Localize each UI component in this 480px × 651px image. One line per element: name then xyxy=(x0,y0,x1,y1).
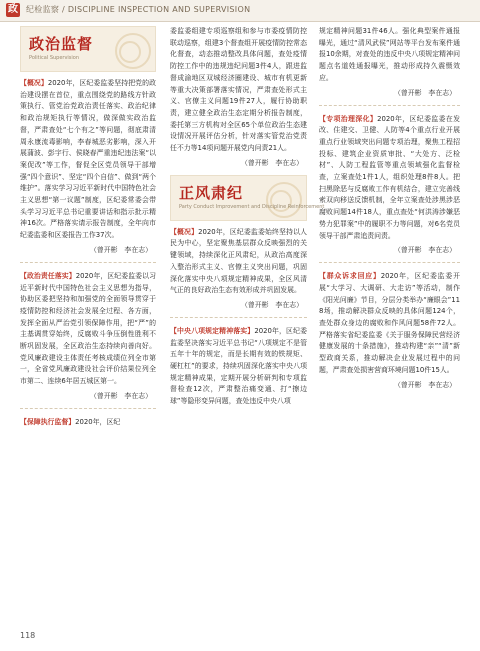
entry-tag: 【保障执行监督】 xyxy=(20,417,76,426)
paragraph-text: 2020年，区纪委监委坚决落实习近平总书记“八项规定不是管五年十年的规定，而是长期有效的铁规矩、硬杠杠”的要求，持续巩固深化落实中央八项规定精神成果，定期开展分析研判和专项监督检查12次，严肃整治痛变通、打“擦边球”等隐形变异问题，查处违反中央八项 xyxy=(170,326,307,406)
page-header xyxy=(0,0,480,22)
decorative-swirl-icon xyxy=(119,41,141,63)
paragraph xyxy=(319,114,460,243)
entry-tag: 【专项治理深化】 xyxy=(319,114,378,123)
paragraph xyxy=(20,78,156,242)
section-subtitle: Party Conduct Improvement and Discipline Reinforcement xyxy=(179,203,325,210)
running-header-title: 纪检监察 / DISCIPLINE INSPECTION AND SUPERVISION xyxy=(26,5,251,14)
entry-tag: 【政治责任落实】 xyxy=(20,271,76,280)
paragraph-text: 2020年，区纪委监委开展“大学习、大调研、大走访”等活动，制作《阳光问廉》节目，分层分类举办“廉眼会”118场，推动解决群众反映的具体问题124个，查处群众身边的腐败和作风问题58件72人。严格落实省纪委监委《关于服务保障民营经济健康发展的十条措施》，推动构建“亲”“清”新型政商关系，推动解决企业发展过程中的问题，严肃查处损害营商环境问题10件15人。 xyxy=(319,272,460,374)
author-signature: （曾开彬 李在志） xyxy=(89,391,152,400)
paragraph xyxy=(319,26,460,85)
paragraph xyxy=(319,271,460,376)
paragraph xyxy=(170,26,307,155)
column-1 xyxy=(20,26,156,431)
divider xyxy=(20,262,156,263)
paragraph-text: 2020年，区纪委监委在发改、住建交、卫健、人防等4个重点行业开展重点行业领域突出问题专项治理，聚焦工程招投标、建筑企业资质审批、“大处方、泛检材”、人防工程监管等重点领域强化监督检查，立案查处1件1人，组织处理8件8人。把扫黑除恶与反腐败工作有机结合，建立完善线索双向移送反馈机制，全年立案查处涉黑涉恶腐败问题14件18人，重点查处“何洪涛涉嫌恶势力犯罪案”中的履职不力等问题，对6名党员领导干部严肃追责问责。 xyxy=(319,114,461,240)
paragraph xyxy=(170,326,307,408)
paragraph-text: 委监委组建专项巡察组和参与市委疫情防控联动巡察，组建3个督查组开展疫情防控常态化督查，动态推动整改具体问题，查处疫情防控工作中的违规违纪问题3件4人，跟进监督成渝地区双城经济圈建设、城市有机更新等重大决策部署落实情况，严肃查处形式主义、官僚主义问题19件27人，履行协助职责，建立健全政治生态定期分析报告制度，委托第三方机构对全区65个单位政治生态建设情况开展评估分析，针对落实管党治党责任不力等14项问题开展党内问责21人。 xyxy=(170,27,307,153)
divider xyxy=(20,408,156,409)
section-title: 政治监督 xyxy=(29,35,94,53)
entry-tag: 【群众诉求回应】 xyxy=(319,272,381,281)
paragraph xyxy=(20,417,156,429)
author-signature: （曾开彬 李在志） xyxy=(393,380,456,389)
divider xyxy=(319,105,460,106)
paragraph-text: 2020年，区纪委监委坚持把党的政治建设摆在首位，重点围绕党的路线方针政策执行、管党治党政治责任落实、政治纪律和政治规矩执行等情况，做深做实政治监督，严肃查处“七个有之”等问题，彻底肃清周永康流毒影响，李春城恶劣影响，深入开展蒲波、彭宇行、侯晓春严重违纪违法案“以案促改”等工作，督促全区党员领导干部增强“四个意识”、坚定“四个自信”、做到“两个维护”。落实学习习近平新时代中国特色社会主义思想“第一议题”制度，区纪委常委会带头学习习近平总书记重要讲话和指示批示精神16次。严格落实请示报告制度，全年向市纪委监委和区委报告工作37次。 xyxy=(20,79,156,240)
page-number: 118 xyxy=(20,631,36,640)
author-signature: （曾开彬 李在志） xyxy=(393,88,456,97)
section-title: 正风肃纪 xyxy=(179,183,244,202)
author-signature: （曾开彬 李在志） xyxy=(240,158,303,167)
column-3 xyxy=(319,26,460,397)
divider xyxy=(319,262,460,263)
paragraph xyxy=(170,227,307,297)
section-banner-political-supervision xyxy=(20,26,156,72)
paragraph-text: 规定精神问题31件46人。强化典型案件通报曝光，通过“清风武侯”网站等平台发布案件通报10余期，对查处的违反中央八项规定精神问题点名道姓通报曝光，推动形成持久震慑效应。 xyxy=(319,27,460,82)
author-signature: （曾开彬 李在志） xyxy=(240,300,303,309)
paragraph-text: 2020年，区纪委监委以习近平新时代中国特色社会主义思想为指导，协助区委把坚持和加强党的全面领导贯穿于疫情防控和经济社会发展全过程、各方面，发挥全面从严治党引领保障作用，把“严”的主基调贯穿始终，反腐败斗争压倒性胜利不断巩固发展，全区政治生态持续向善向好。党风廉政建设主体责任考核成绩位列全市第一，全省党风廉政建设社会评价结果位列全市第二、连续6年居五城区第一。 xyxy=(20,271,156,386)
column-2 xyxy=(170,26,325,410)
divider xyxy=(170,317,307,318)
paragraph-text: 2020年，区纪委监委始终坚持以人民为中心，坚定聚焦基层群众反映强烈的关键领域，持续深化正风肃纪，从政治高度深入整治形式主义、官僚主义突出问题，巩固深化落实中央八项规定精神成果，全区风清气正的良好政治生态有效形成并巩固发展。 xyxy=(170,227,307,295)
author-signature: （曾开彬 李在志） xyxy=(89,245,152,254)
paragraph-text: 2020年，区纪 xyxy=(75,417,121,426)
entry-tag: 【概况】 xyxy=(20,79,48,87)
entry-tag: 【概况】 xyxy=(170,227,199,236)
section-logo-icon: 政 xyxy=(8,4,18,15)
section-banner-conduct xyxy=(170,175,325,221)
paragraph xyxy=(20,271,156,388)
entry-tag: 【中央八项规定精神落实】 xyxy=(170,326,255,335)
section-subtitle: Political Supervision xyxy=(29,55,80,61)
author-signature: （曾开彬 李在志） xyxy=(393,246,456,255)
